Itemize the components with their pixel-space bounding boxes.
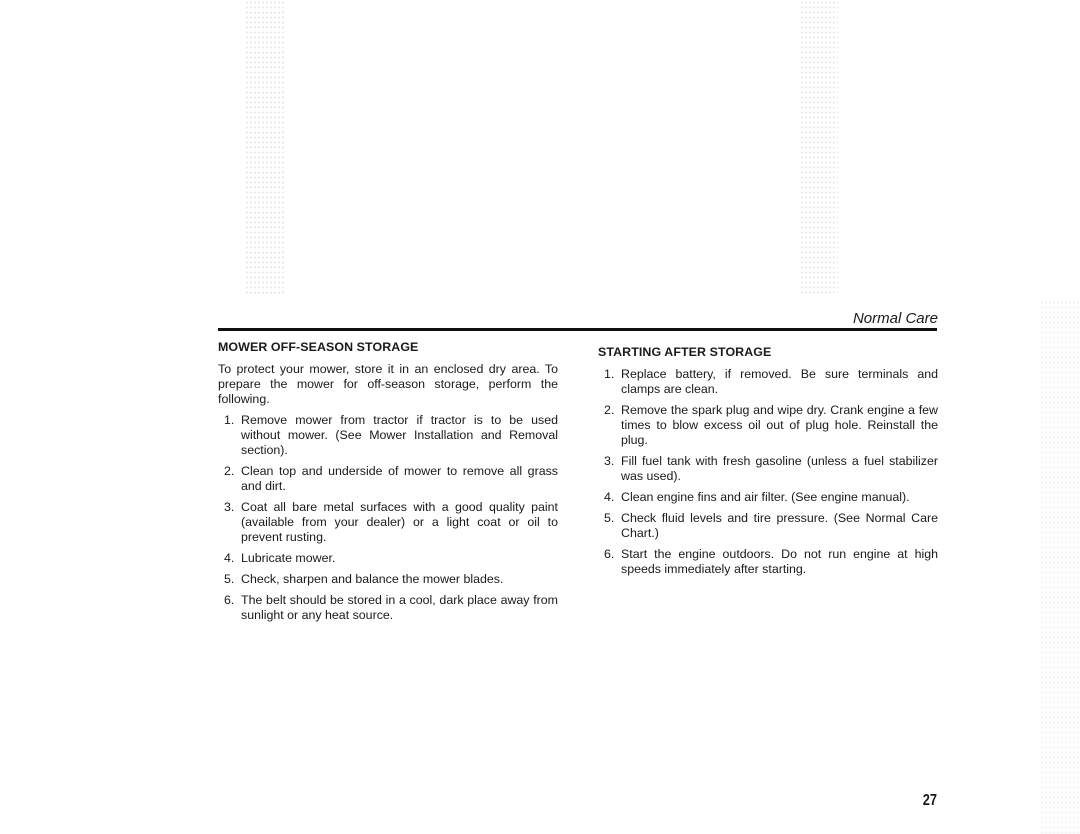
step-text: Coat all bare metal surfaces with a good quality paint (available from your dealer) or a light coat or oil to prevent rusting. (241, 500, 558, 544)
step-number: 1. (224, 413, 235, 427)
step-list (598, 367, 938, 577)
step-number: 3. (604, 454, 615, 468)
step-number: 4. (604, 490, 615, 504)
step-text: Fill fuel tank with fresh gasoline (unless a fuel stabilizer was used). (621, 454, 938, 483)
step-number: 6. (224, 593, 235, 607)
step-number: 5. (604, 511, 615, 525)
list-item (598, 547, 938, 577)
mower-off-season-storage-section (218, 340, 558, 629)
step-number: 3. (224, 500, 235, 514)
list-item (598, 403, 938, 448)
step-text: Clean engine fins and air filter. (See engine manual). (621, 490, 910, 504)
list-item (218, 593, 558, 623)
starting-after-storage-section (598, 345, 938, 583)
step-number: 1. (604, 367, 615, 381)
scan-speckle-left (245, 0, 285, 295)
step-number: 6. (604, 547, 615, 561)
list-item (218, 413, 558, 458)
step-number: 5. (224, 572, 235, 586)
step-text: The belt should be stored in a cool, dark place away from sunlight or any heat source. (241, 593, 558, 622)
step-text: Check, sharpen and balance the mower blades. (241, 572, 504, 586)
section-heading: STARTING AFTER STORAGE (598, 345, 772, 359)
step-text: Start the engine outdoors. Do not run engine at high speeds immediately after starting. (621, 547, 938, 576)
step-list (218, 413, 558, 623)
step-number: 2. (224, 464, 235, 478)
running-header-title: Normal Care (852, 310, 938, 327)
step-text: Remove mower from tractor if tractor is to be used without mower. (See Mower Installation and Removal section). (241, 413, 558, 457)
section-heading: MOWER OFF-SEASON STORAGE (218, 340, 419, 354)
list-item (598, 511, 938, 541)
step-text: Lubricate mower. (241, 551, 336, 565)
step-number: 2. (604, 403, 615, 417)
list-item (218, 572, 558, 587)
step-text: Clean top and underside of mower to remove all grass and dirt. (241, 464, 558, 493)
list-item (218, 500, 558, 545)
list-item (598, 454, 938, 484)
step-text: Check fluid levels and tire pressure. (See Normal Care Chart.) (621, 511, 938, 540)
scan-speckle-right (800, 0, 838, 295)
header-rule (218, 328, 937, 331)
scan-speckle-edge (1040, 300, 1080, 834)
list-item (598, 367, 938, 397)
step-number: 4. (224, 551, 235, 565)
step-text: Replace battery, if removed. Be sure terminals and clamps are clean. (621, 367, 938, 396)
list-item (218, 551, 558, 566)
list-item (598, 490, 938, 505)
intro-paragraph: To protect your mower, store it in an enclosed dry area. To prepare the mower for off-season storage, perform the following. (218, 362, 558, 406)
page-number: 27 (922, 792, 937, 809)
step-text: Remove the spark plug and wipe dry. Crank engine a few times to blow excess oil out of plug hole. Reinstall the plug. (621, 403, 938, 447)
list-item (218, 464, 558, 494)
